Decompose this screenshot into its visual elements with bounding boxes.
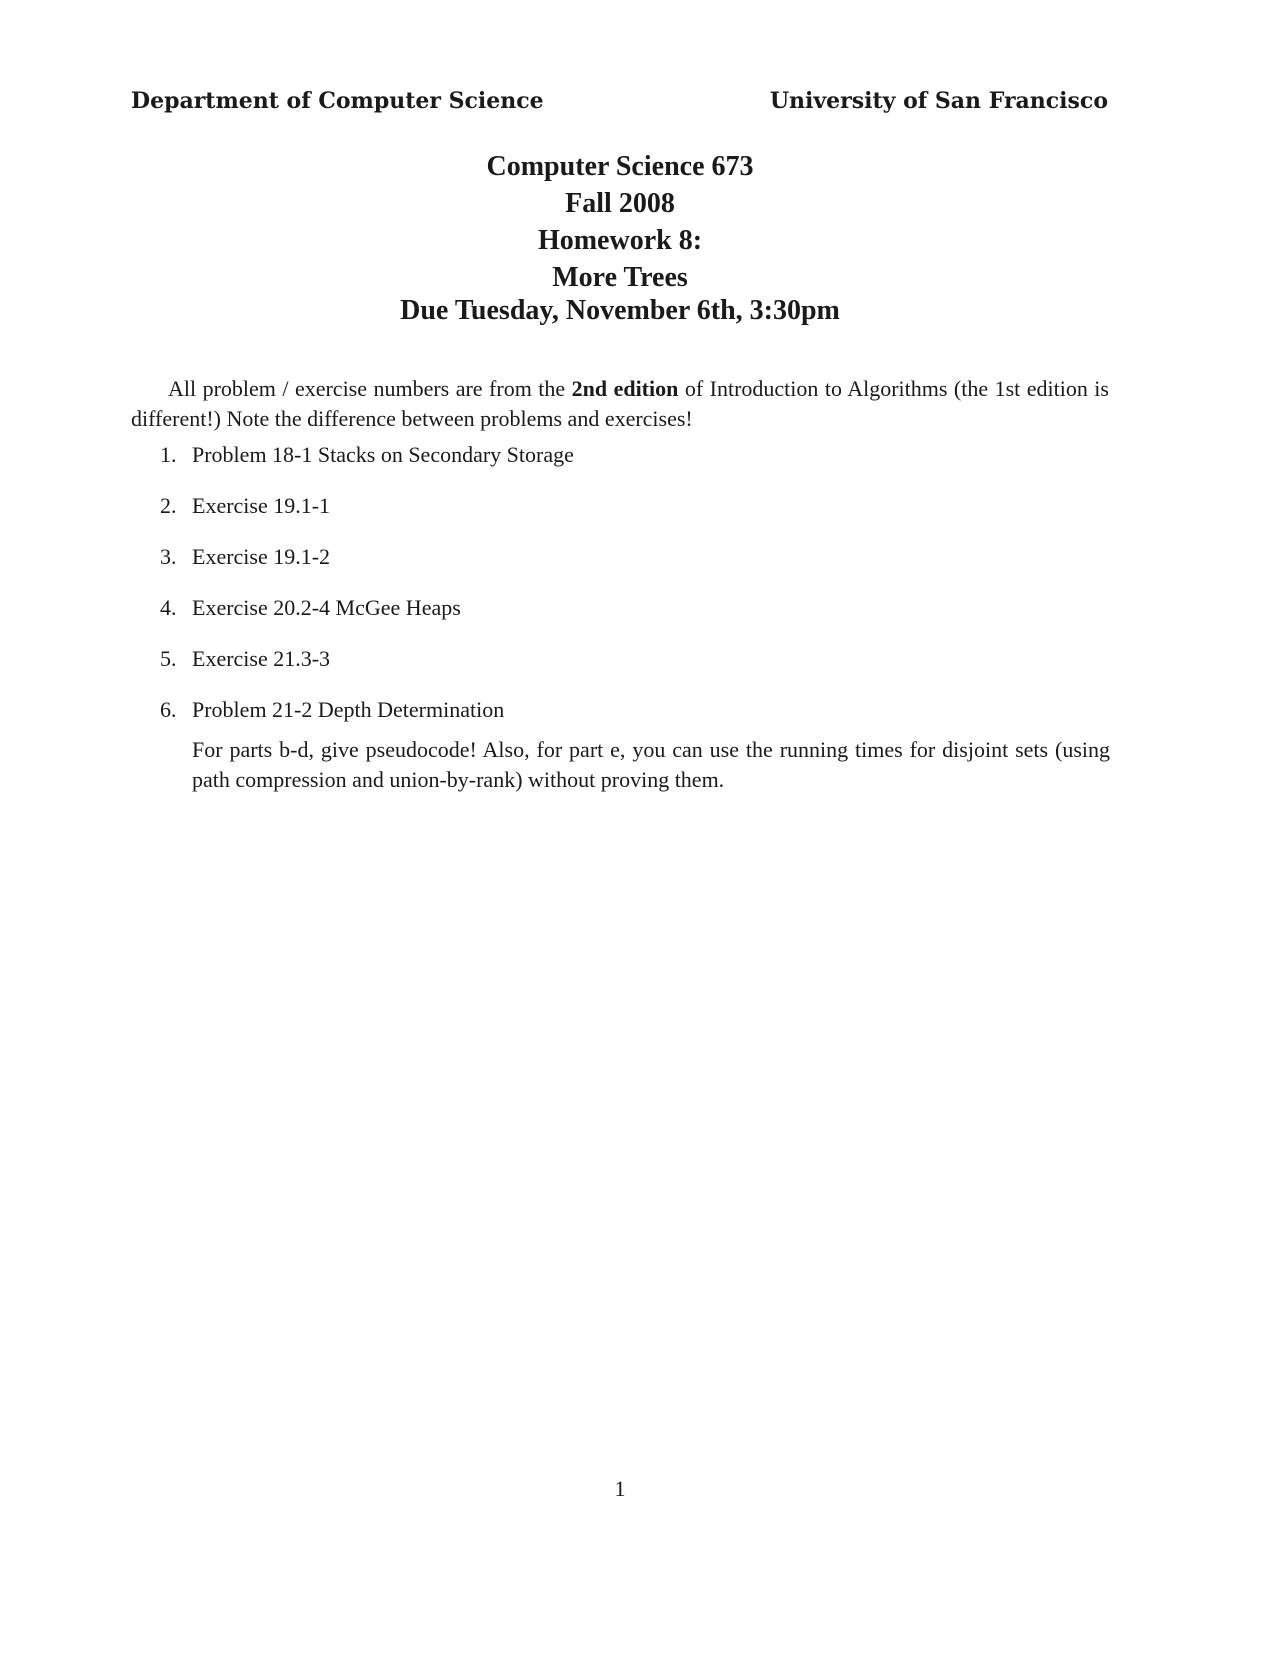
header-department: Department of Computer Science [131, 88, 544, 114]
item-number: 3. [160, 544, 177, 569]
intro-text-start: All problem / exercise numbers are from the [168, 376, 572, 401]
problem-list [160, 440, 1110, 816]
item-number: 6. [160, 697, 177, 722]
homework-title: Homework 8: [537, 225, 703, 256]
title-block [0, 148, 1240, 326]
list-item [160, 644, 1110, 674]
intro-text-end: of Introduction to Algorithms (the 1st edition is different!) Note the difference between problems and exercises! [131, 376, 1109, 431]
list-item [160, 491, 1110, 521]
item-number: 4. [160, 595, 177, 620]
intro-paragraph [131, 374, 1109, 434]
item-number: 1. [160, 442, 177, 467]
list-item [160, 593, 1110, 623]
item-text: Exercise 19.1-2 [192, 544, 331, 569]
list-item [160, 542, 1110, 572]
list-item [160, 440, 1110, 470]
item-number: 5. [160, 646, 177, 671]
item-text: Exercise 21.3-3 [192, 646, 331, 671]
item-text: Exercise 20.2-4 McGee Heaps [192, 595, 461, 620]
item-text: Problem 21-2 Depth Determination [192, 697, 505, 722]
course-title: Computer Science 673 [486, 151, 754, 182]
header-university: University of San Francisco [769, 88, 1108, 114]
due-date: Due Tuesday, November 6th, 3:30pm [400, 295, 840, 326]
homework-topic: More Trees [552, 262, 688, 293]
item-note: For parts b-d, give pseudocode! Also, for part e, you can use the running times for disjoint sets (using path compression and union-by-rank) without proving them. [192, 737, 1110, 792]
item-text: Problem 18-1 Stacks on Secondary Storage [192, 442, 574, 467]
list-item [160, 695, 1110, 795]
term: Fall 2008 [565, 188, 675, 219]
item-text: Exercise 19.1-1 [192, 493, 331, 518]
item-number: 2. [160, 493, 177, 518]
intro-bold-edition: 2nd edition [571, 376, 679, 401]
page-number: 1 [614, 1476, 626, 1501]
